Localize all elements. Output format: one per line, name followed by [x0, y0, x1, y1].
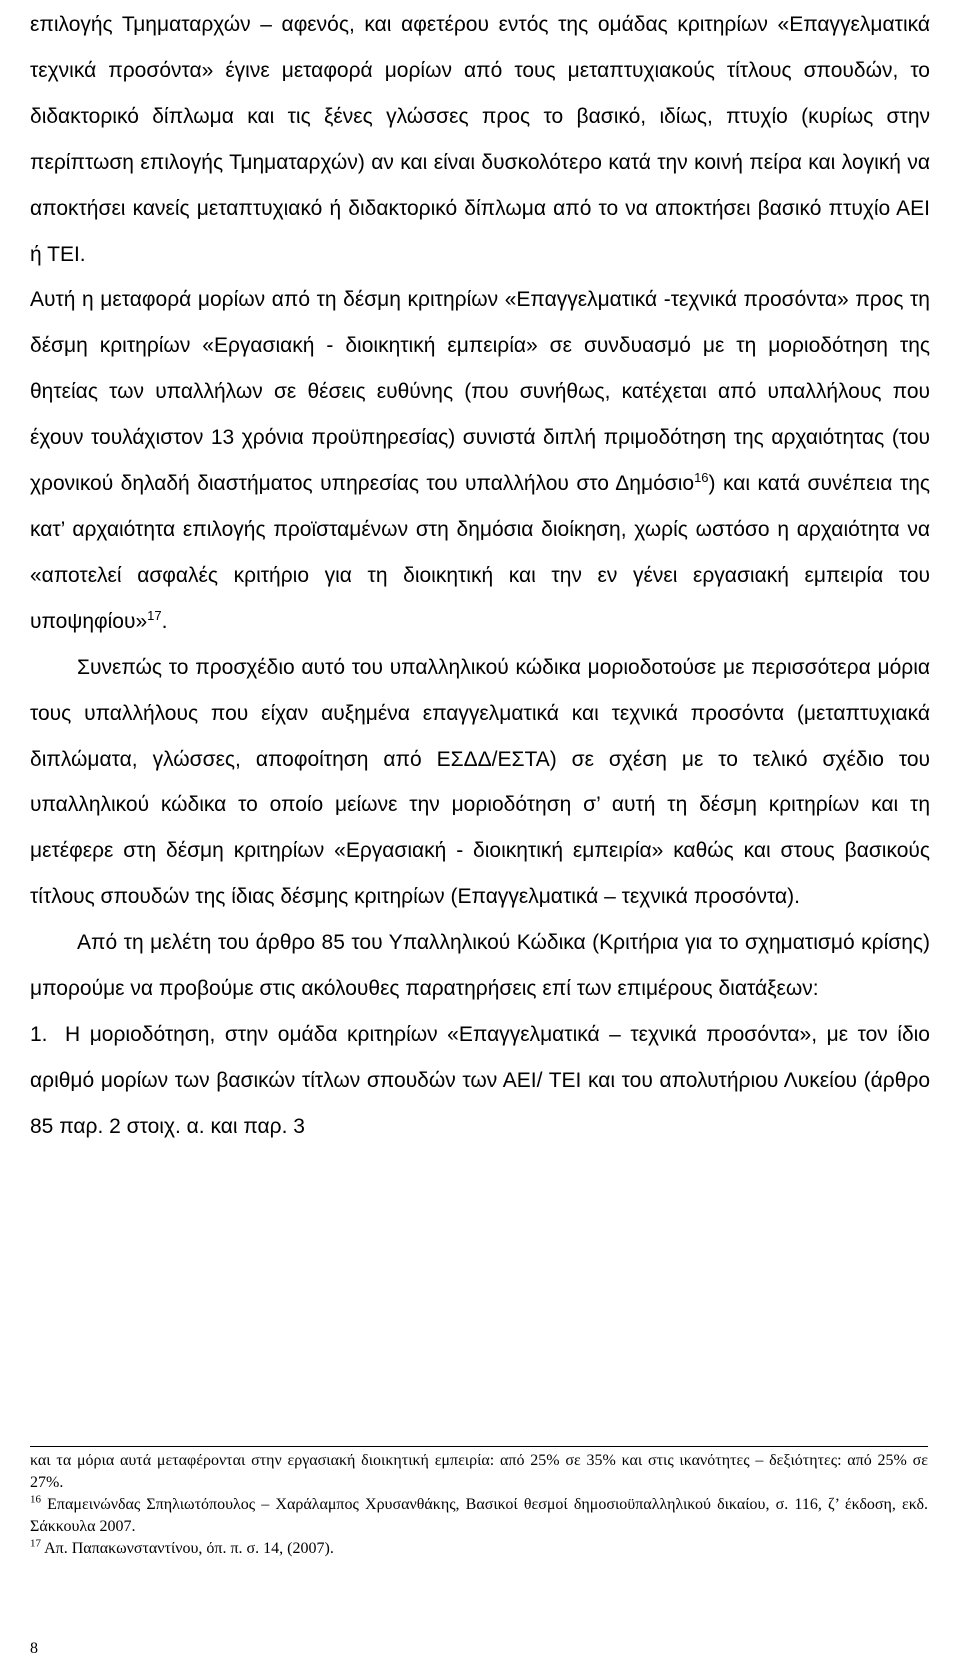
main-text [30, 2, 930, 1150]
paragraph-3-text-a: Συνεπώς το προσχέδιο αυτό του υπαλληλικού κώδικα μοριοδοτούσε με περισσότερα μόρια τους υπαλλήλους που είχαν αυξημένα επαγγελματικά και τεχνικά προσόντα (μεταπτυχιακά διπλώματα, γλώσσες, αποφοίτηση από [30, 655, 930, 771]
paragraph-2 [30, 277, 930, 644]
page-number: 8 [30, 1640, 38, 1657]
paragraph-1-text: επιλογής Τμηματαρχών – αφενός, και αφετέρου εντός της ομάδας κριτηρίων «Επαγγελματικά τεχνικά προσόντα» έγινε μεταφορά μορίων από τους μεταπτυχιακούς τίτλους σπουδών, το διδακτορικό δίπλωμα και τις ξένες γλώσσες προς το βασικό, ιδίως, πτυχίο (κυρίως στην περίπτωση επιλογής Τμηματαρχών) αν και είναι δυσκολότερο κατά την κοινή πείρα και λογική να αποκτήσει κανείς μεταπτυχιακό ή διδακτορικό δίπλωμα από το να αποκτήσει βασικό πτυχίο ΑΕΙ ή ΤΕΙ. [30, 13, 930, 266]
paragraph-2-text-a: Αυτή η μεταφορά μορίων από τη δέσμη κριτηρίων «Επαγγελματικά -τεχνικά προσόντα» προς τη δέσμη κριτηρίων «Εργασιακή - διοικητική εμπειρία» σε συνδυασμό με τη μοριοδότηση της θητείας των υπαλλήλων σε θέσεις ευθύνης (που συνήθως, κατέχεται από υπαλλήλους που έχουν τουλάχιστον 13 χρόνια προϋπηρεσίας) συνιστά διπλή πριμοδότηση της αρχαιότητας (του χρονικού δηλαδή διαστήματος υπηρεσίας του υπαλλήλου στο [30, 288, 930, 496]
paragraph-1 [30, 2, 930, 277]
footnote-17-marker: 17 [30, 1537, 41, 1550]
paragraph-3 [30, 645, 930, 920]
footnote-ref-16[interactable]: 16 [694, 470, 709, 486]
list-item-text: Η μοριοδότηση, στην ομάδα κριτηρίων «Επαγγελματικά – τεχνικά προσόντα», με τον ίδιο αριθμό μορίων των βασικών τίτλων σπουδών των ΑΕΙ/ ΤΕΙ και του απολυτήριου Λυκείου (άρθρο 85 παρ. 2 στοιχ. α. και παρ. 3 [30, 1022, 930, 1138]
footnote-16-marker: 16 [30, 1493, 41, 1506]
paragraph-2-text-b: ) και κατά συνέπεια της κατ’ αρχαιότητα επιλογής προϊσταμένων στη δημόσια διοίκηση, χωρίς ωστόσο η αρχαιότητα να «αποτελεί ασφαλές κριτήριο για τη διοικητική και την εν γένει εργασιακή εμπειρία του υποψηφίου» [30, 472, 930, 633]
paragraph-2-end: . [161, 609, 168, 633]
paragraph-3-text-b: /ΕΣΤΑ) σε σχέση με το τελικό σχέδιο του υπαλληλικού κώδικα το οποίο μείωνε την μοριοδότηση σ’ αυτή τη δέσμη κριτηρίων και τη μετέφερε στη δέσμη κριτηρίων «Εργασιακή - διοικητική εμπειρία» καθώς και στους βασικούς τίτλους σπουδών της ίδιας δέσμης κριτηρίων (Επαγγελματικά – τεχνικά προσόντα). [30, 747, 931, 909]
list-item-number: 1. [30, 1022, 48, 1046]
footnote-continuation-text: και τα μόρια αυτά μεταφέρονται στην εργασιακή διοικητική εμπειρία: από 25% σε 35% και στις ικανότητες – δεξιότητες: από 25% σε 27%. [30, 1452, 928, 1491]
paragraph-4 [30, 920, 930, 1012]
footnote-ref-17[interactable]: 17 [147, 607, 162, 623]
footnote-16 [30, 1494, 928, 1538]
footnote-separator [30, 1446, 928, 1447]
footnote-17 [30, 1538, 928, 1560]
footnote-17-text: Απ. Παπακωνσταντίνου, όπ. π. σ. 14, (2007). [41, 1540, 334, 1557]
paragraph-2-dimosio: Δημόσιο [615, 472, 695, 496]
list-item-1 [30, 1012, 930, 1150]
footnote-continuation [30, 1450, 928, 1494]
paragraph-4-text: Από τη μελέτη του άρθρο 85 του Υπαλληλικού Κώδικα (Κριτήρια για το σχηματισμό κρίσης) μπορούμε να προβούμε στις ακόλουθες παρατηρήσεις επί των επιμέρους διατάξεων: [30, 931, 930, 1001]
footnote-16-text: Επαμεινώνδας Σπηλιωτόπουλος – Χαράλαμπος Χρυσανθάκης, Βασικοί θεσμοί δημοσιοϋπαλληλικού δικαίου, σ. 116, ζ’ έκδοση, εκδ. Σάκκουλα 2007. [30, 1496, 928, 1535]
paragraph-3-esdd: ΕΣΔΔ [436, 747, 492, 771]
footnotes [30, 1450, 928, 1560]
